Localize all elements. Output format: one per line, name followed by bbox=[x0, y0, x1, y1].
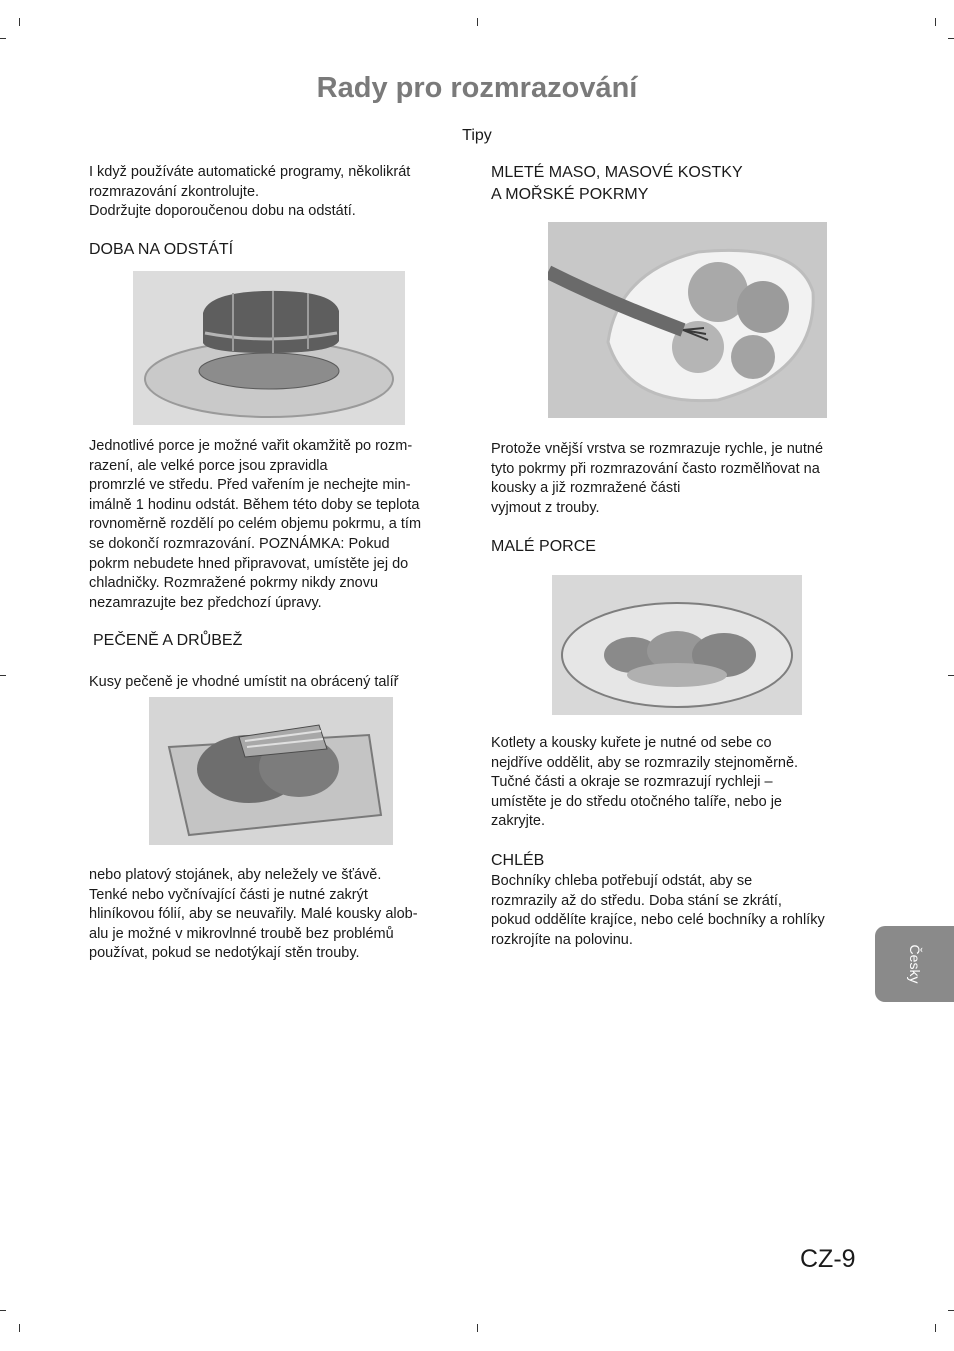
photo-chicken-legs-in-bowl bbox=[552, 575, 802, 715]
crop-mark bbox=[477, 1324, 478, 1332]
standing-time-text: Jednotlivé porce je možné vařit okamžitě po rozm- razení, ale velké porce jsou zpravidla promrzlé ve středu. Před vařením je nechejte min- imálně 1 hodinu odstát. Během této doby se teplota rovnoměrně rozdělí po celém objemu pokrmu, a tím se dokončí rozmrazování. POZNÁMKA: Pokud pokrm nebudete hned připravovat, umístěte jej do chladničky. Rozmražené pokrmy nikdy znovu nezamrazujte bez předchozí úpravy. bbox=[89, 438, 422, 611]
crop-mark bbox=[19, 1324, 20, 1332]
crop-mark bbox=[948, 1310, 954, 1311]
crop-mark bbox=[0, 1310, 6, 1311]
intro-text: I když používáte automatické programy, několikrát rozmrazování zkontrolujte. Dodržujte doporoučenou dobu na odstátí. bbox=[89, 164, 411, 220]
page-title: Rady pro rozmrazování bbox=[316, 72, 638, 104]
crop-mark bbox=[0, 675, 6, 676]
small-portions-text: Kotlety a kousky kuřete je nutné od sebe co nejdříve oddělit, aby se rozmrazily stejnoměrně. Tučné části a okraje se rozmrazují rychleji – umístěte je do středu otočného talíře, nebo je zakryjte. bbox=[491, 735, 799, 830]
photo-roast-on-rack bbox=[133, 271, 405, 425]
bread-text: Bochníky chleba potřebují odstát, aby se rozmrazily až do středu. Doba stání se zkrátí, pokud oddělíte krajíce, nebo celé bochníky a rohlíky rozkrojíte na polovinu. bbox=[491, 873, 825, 948]
language-tab bbox=[875, 926, 954, 1002]
crop-mark bbox=[19, 18, 20, 26]
page-number: CZ-9 bbox=[800, 1245, 856, 1273]
crop-mark bbox=[935, 18, 936, 26]
photo-chicken-in-dish bbox=[149, 697, 393, 845]
crop-mark bbox=[477, 18, 478, 26]
bread-heading: CHLÉB bbox=[491, 852, 545, 869]
standing-time-heading: DOBA NA ODSTÁTÍ bbox=[89, 241, 234, 258]
crop-mark bbox=[935, 1324, 936, 1332]
crop-mark bbox=[948, 38, 954, 39]
crop-mark bbox=[948, 675, 954, 676]
roast-poultry-heading: PEČENĚ A DRŮBEŽ bbox=[93, 632, 243, 649]
crop-mark bbox=[0, 38, 6, 39]
minced-meat-heading: MLETÉ MASO, MASOVÉ KOSTKY A MOŘSKÉ POKRMY bbox=[491, 164, 743, 203]
page-subtitle: Tipy bbox=[462, 127, 492, 144]
roast-poultry-text-1: Kusy pečeně je vhodné umístit na obrácený talíř bbox=[89, 674, 399, 690]
photo-fork-in-dish bbox=[548, 222, 827, 418]
roast-poultry-text-2: nebo platový stojánek, aby neležely ve šťávě. Tenké nebo vyčnívající části je nutné zakrýt hliníkovou fólií, aby se neuvařily. Malé kousky alob- alu je možné v mikrovlnné troubě bez problémů používat, pokud se nedotýkají stěn trouby. bbox=[89, 867, 418, 962]
minced-meat-text: Protože vnější vrstva se rozmrazuje rychle, je nutné tyto pokrmy při rozmrazování často rozmělňovat na kousky a již rozmražené části vyjmout z trouby. bbox=[491, 441, 824, 516]
language-tab-label: Česky bbox=[906, 944, 923, 984]
small-portions-heading: MALÉ PORCE bbox=[491, 538, 596, 555]
